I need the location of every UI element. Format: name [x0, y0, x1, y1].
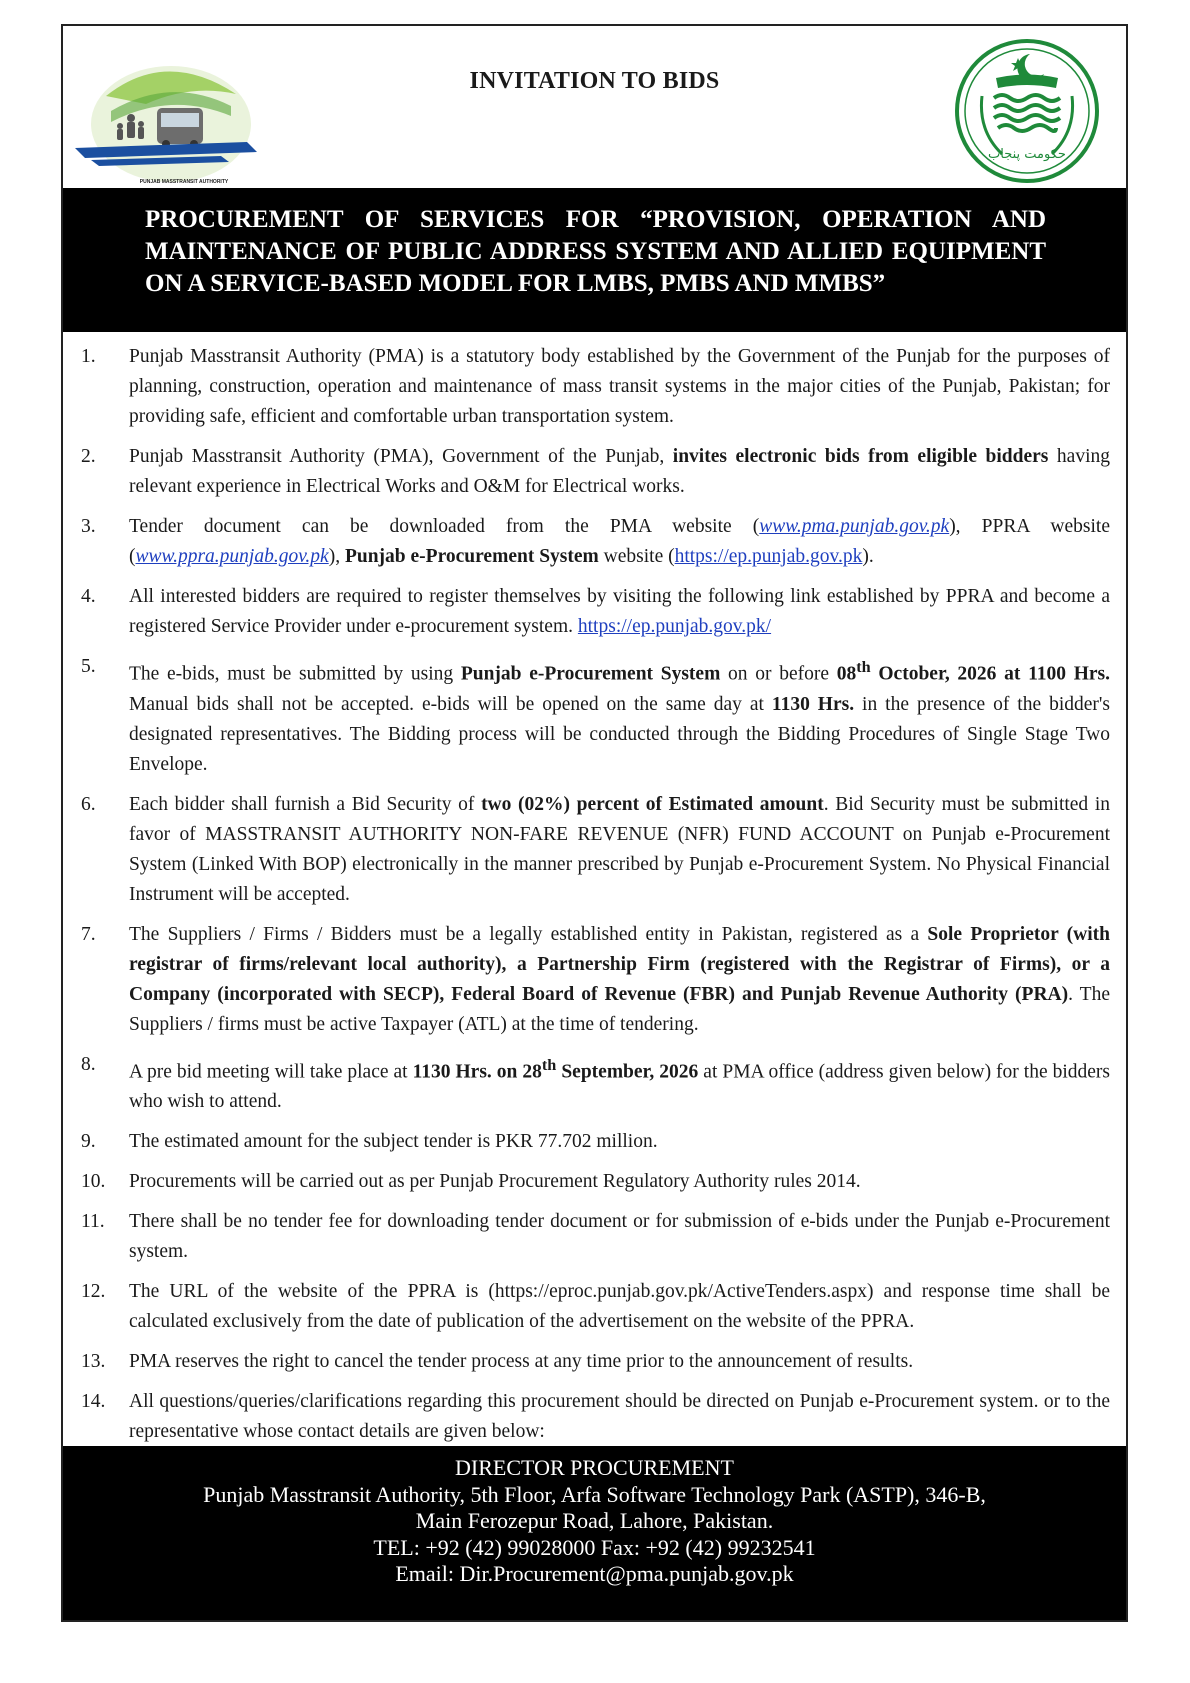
punjab-emblem-text: حکومت پنجاب [988, 147, 1066, 162]
subject-band [63, 188, 1126, 332]
list-item: 5. The e-bids, must be submitted by using Punjab e-Procurement System on or before 08th October, 2026 at 1100 Hrs. Manual bids shall not be accepted. e-bids will be opened on the same day at 1130 Hrs. in the presence of the bidder's designated representatives. The Bidding process will be conducted through the Bidding Procedures of Single Stage Two Envelope. [81, 656, 1110, 775]
list-item: 6. Each bidder shall furnish a Bid Security of two (02%) percent of Estimated amount. Bid Security must be submitted in favor of MASSTRANSIT AUTHORITY NON-FARE REVENUE (NFR) FUND ACCOUNT on Punjab e-Procurement System (Linked With BOP) electronically in the manner prescribed by Punjab e-Procurement System. No Physical Financial Instrument will be accepted. [81, 793, 1110, 905]
contact-address-line-2: Main Ferozepur Road, Lahore, Pakistan. [415, 1508, 774, 1533]
pma-logo-text: PUNJAB MASSTRANSIT AUTHORITY [139, 179, 229, 185]
registration-link[interactable]: https://ep.punjab.gov.pk/ [577, 616, 772, 637]
punjab-emblem [952, 36, 1102, 186]
ppra-website-link[interactable]: www.ppra.punjab.gov.pk [135, 546, 329, 567]
list-item: 12. The URL of the website of the PPRA is (https://eproc.punjab.gov.pk/ActiveTenders.aspx) and response time shall be calculated exclusively from the date of publication of the advertisement on the website of the PPRA. [81, 1281, 1110, 1332]
eprocurement-link[interactable]: https://ep.punjab.gov.pk [674, 546, 863, 567]
contact-email[interactable]: Email: Dir.Procurement@pma.punjab.gov.pk [395, 1561, 794, 1586]
header [63, 26, 1126, 188]
page-title: INVITATION TO BIDS [469, 68, 720, 94]
list-item: 1. Punjab Masstransit Authority (PMA) is a statutory body established by the Government of the Punjab for the purposes of planning, construction, operation and maintenance of mass transit systems in the major cities of the Punjab, Pakistan; for providing safe, efficient and comfortable urban transportation system. [81, 346, 1110, 427]
list-item: 14. All questions/queries/clarifications regarding this procurement should be directed on Punjab e-Procurement system. or to the representative whose contact details are given below: [81, 1391, 1110, 1442]
contact-designation: DIRECTOR PROCUREMENT [455, 1455, 734, 1480]
document-frame [61, 24, 1128, 1622]
contact-phone-fax: TEL: +92 (42) 99028000 Fax: +92 (42) 99232541 [373, 1534, 816, 1560]
subject-title: PROCUREMENT OF SERVICES FOR “PROVISION, OPERATION AND MAINTENANCE OF PUBLIC ADDRESS SYSTEM AND ALLIED EQUIPMENT ON A SERVICE-BASED MODEL FOR LMBS, PMBS AND MMBS” [145, 206, 1046, 297]
contact-address-line-1: Punjab Masstransit Authority, 5th Floor, Arfa Software Technology Park (ASTP), 346-B, [203, 1481, 986, 1507]
list-item: 13. PMA reserves the right to cancel the tender process at any time prior to the announcement of results. [81, 1351, 914, 1372]
list-item: 8. A pre bid meeting will take place at 1130 Hrs. on 28th September, 2026 at PMA office (address given below) for the bidders who wish to attend. [81, 1053, 1111, 1112]
list-item: 10. Procurements will be carried out as per Punjab Procurement Regulatory Authority rules 2014. [81, 1171, 861, 1192]
list-item: 4. All interested bidders are required to register themselves by visiting the following link established by PPRA and become a registered Service Provider under e-procurement system. https://ep.punjab.gov.pk/ [81, 586, 1110, 637]
terms-list [81, 342, 1110, 1457]
list-item: 7. The Suppliers / Firms / Bidders must be a legally established entity in Pakistan, registered as a Sole Proprietor (with registrar of firms/relevant local authority), a Partnership Firm (registered with the Registrar of Firms), or a Company (incorporated with SECP), Federal Board of Revenue (FBR) and Punjab Revenue Authority (PRA). The Suppliers / firms must be active Taxpayer (ATL) at the time of tendering. [81, 923, 1110, 1035]
pma-website-link[interactable]: www.pma.punjab.gov.pk [759, 516, 950, 537]
list-item: 3. Tender document can be downloaded from the PMA website (www.pma.punjab.gov.pk), PPRA website (www.ppra.punjab.gov.pk), Punjab e-Procurement System website (https://ep.punjab.gov.pk). [81, 516, 1110, 567]
contact-footer [63, 1446, 1126, 1620]
list-item: 2. Punjab Masstransit Authority (PMA), Government of the Punjab, invites electronic bids from eligible bidders having relevant experience in Electrical Works and O&M for Electrical works. [81, 446, 1110, 497]
list-item: 11. There shall be no tender fee for downloading tender document or for submission of e-bids under the Punjab e-Procurement system. [81, 1211, 1110, 1262]
list-item: 9. The estimated amount for the subject tender is PKR 77.702 million. [81, 1131, 658, 1152]
